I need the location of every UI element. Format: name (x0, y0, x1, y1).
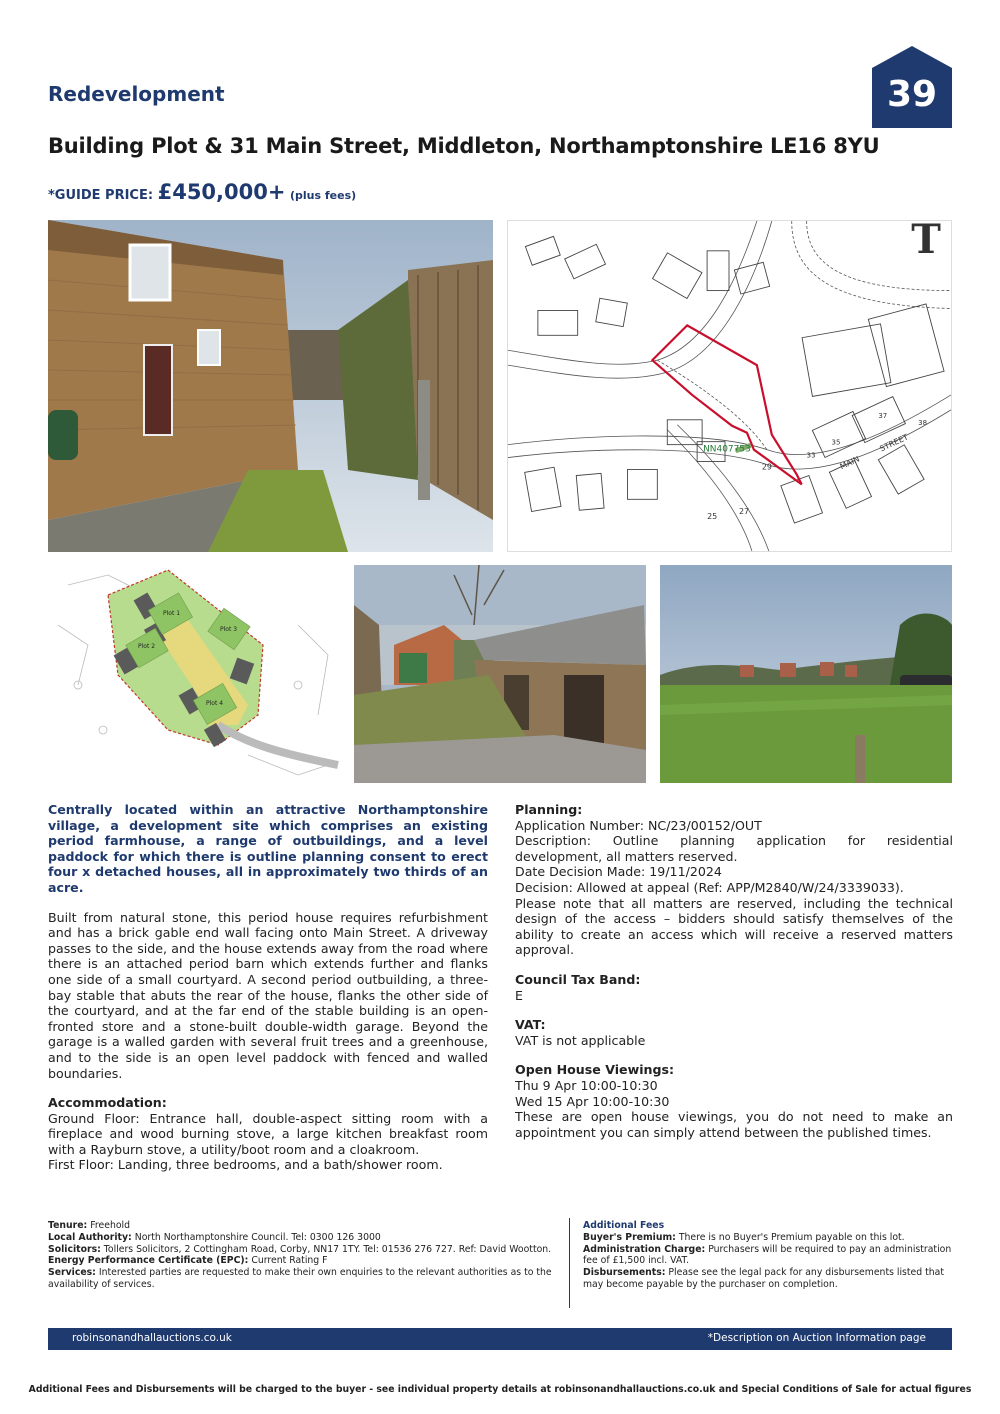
guide-label: *GUIDE PRICE: (48, 188, 154, 203)
property-title: Building Plot & 31 Main Street, Middleton, Northamptonshire LE16 8YU (48, 134, 880, 158)
disbursements-value: Please see the legal pack for any disbursements listed that may become payable by the purchaser on completion. (583, 1267, 945, 1290)
location-map (507, 220, 952, 552)
council-tax-value: E (515, 987, 523, 1003)
premium-label: Buyer's Premium: (583, 1231, 676, 1243)
admin-value: Purchasers will be required to pay an administration fee of £1,500 incl. VAT. (583, 1243, 952, 1267)
guide-price (48, 180, 356, 204)
viewings-heading: Open House Viewings: (515, 1062, 675, 1078)
house-number-33: 33 (806, 451, 816, 460)
planning-note: Please note that all matters are reserved, including the technical design of the access – bidders should satisfy themselves of the ability to create an access which will receive a reserved matters approval. (515, 895, 953, 958)
viewings-note: These are open house viewings, you do not need to make an appointment you can simply attend between the published times. (515, 1109, 953, 1140)
street-label-main: MAIN (838, 454, 861, 472)
footer-bar (48, 1328, 952, 1350)
category-heading: Redevelopment (48, 82, 225, 106)
photo-barn-courtyard (354, 565, 646, 783)
body-paragraph: Built from natural stone, this period house requires refurbishment and has a brick gable end wall facing onto Main Street. A driveway passes to the side, and the house extends away from the road where there is an attached period barn which extends further and flanks one side of a small courtyard. A second period outbuilding, a three-bay stable that abuts the rear of the house, flanks the other side of the courtyard, and at the far end of the stable building is an open-fronted store and a stone-built double-width garage. Beyond the garage is a walled garden with several fruit trees and a greenhouse, and to the side is an open level paddock with fenced and walled boundaries. (48, 909, 488, 1081)
council-tax-heading: Council Tax Band: (515, 971, 641, 987)
footer-divider (569, 1218, 570, 1308)
tenure-value: Freehold (90, 1220, 131, 1231)
admin-label: Administration Charge: (583, 1243, 706, 1255)
accommodation-heading: Accommodation: (48, 1095, 167, 1111)
epc-value: Current Rating F (251, 1255, 328, 1267)
plot-label-3: Plot 3 (220, 626, 238, 633)
decision-date: Date Decision Made: 19/11/2024 (515, 864, 722, 880)
guide-fees: (plus fees) (289, 189, 357, 202)
disbursements-label: Disbursements: (583, 1267, 666, 1279)
planning-column (515, 802, 953, 1140)
street-label-street: STREET (878, 432, 910, 454)
viewing-slot: Thu 9 Apr 10:00-10:30 (515, 1077, 658, 1093)
house-number-27: 27 (738, 507, 750, 517)
house-number-29: 29 (761, 462, 772, 472)
plot-label-1: Plot 1 (163, 610, 181, 617)
decision-text: Decision: Allowed at appeal (Ref: APP/M2840/W/24/3339033). (515, 879, 904, 895)
solicitors-label: Solicitors: (48, 1243, 101, 1255)
planning-heading: Planning: (515, 802, 583, 817)
lot-badge (872, 46, 952, 128)
authority-value: North Northamptonshire Council. Tel: 0300 126 3000 (134, 1231, 381, 1243)
house-number-25: 25 (707, 512, 718, 522)
bottom-note: Additional Fees and Disbursements will be charged to the buyer - see individual property details at robinsonandhallauctions.co.uk and Special Conditions of Sale for actual figures (28, 1384, 972, 1395)
application-number: Application Number: NC/23/00152/OUT (515, 817, 762, 833)
authority-label: Local Authority: (48, 1231, 132, 1243)
photo-paddock (660, 565, 952, 783)
house-number-38: 38 (918, 418, 928, 427)
fees-heading: Additional Fees (583, 1220, 665, 1231)
property-details (48, 1220, 558, 1291)
services-label: Services: (48, 1267, 96, 1279)
premium-value: There is no Buyer's Premium payable on this lot. (678, 1231, 905, 1243)
north-symbol: T (911, 221, 941, 263)
intro-paragraph: Centrally located within an attractive Northamptonshire village, a development site which comprises an existing period farmhouse, a range of outbuildings, and a level paddock for which there is outline planning consent to erect four x detached houses, all in approximately two thirds of an acre. (48, 802, 488, 895)
photo-house-alley (48, 220, 493, 552)
plot-label-4: Plot 4 (206, 700, 224, 707)
website-link[interactable]: robinsonandhallauctions.co.uk (72, 1332, 232, 1344)
planning-description: Description: Outline planning application for residential development, all matters reserved. (515, 833, 953, 864)
guide-price-value: £450,000+ (157, 180, 286, 204)
first-floor-text: First Floor: Landing, three bedrooms, and a bath/shower room. (48, 1157, 443, 1173)
description-column (48, 802, 488, 1173)
additional-fees (583, 1220, 953, 1291)
map-ref: NN407753 (703, 444, 751, 455)
epc-label: Energy Performance Certificate (EPC): (48, 1255, 249, 1267)
house-number-37: 37 (878, 411, 888, 420)
site-layout-plan (48, 565, 341, 783)
solicitors-value: Tollers Solicitors, 2 Cottingham Road, Corby, NN17 1TY. Tel: 01536 276 727. Ref: David Wootton. (103, 1243, 552, 1255)
vat-heading: VAT: (515, 1017, 546, 1033)
services-value: Interested parties are requested to make their own enquiries to the relevant authorities as to the availability of services. (48, 1267, 552, 1290)
description-note: *Description on Auction Information page (707, 1332, 926, 1344)
plot-label-2: Plot 2 (138, 643, 156, 650)
tenure-label: Tenure: (48, 1220, 88, 1231)
ground-floor-text: Ground Floor: Entrance hall, double-aspect sitting room with a fireplace and wood burning stove, a large kitchen breakfast room with a Rayburn stove, a utility/boot room and a cloakroom. (48, 1110, 488, 1157)
lot-number: 39 (886, 74, 938, 115)
house-number-35: 35 (831, 438, 841, 447)
vat-value: VAT is not applicable (515, 1032, 646, 1048)
viewing-slot: Wed 15 Apr 10:00-10:30 (515, 1093, 670, 1109)
